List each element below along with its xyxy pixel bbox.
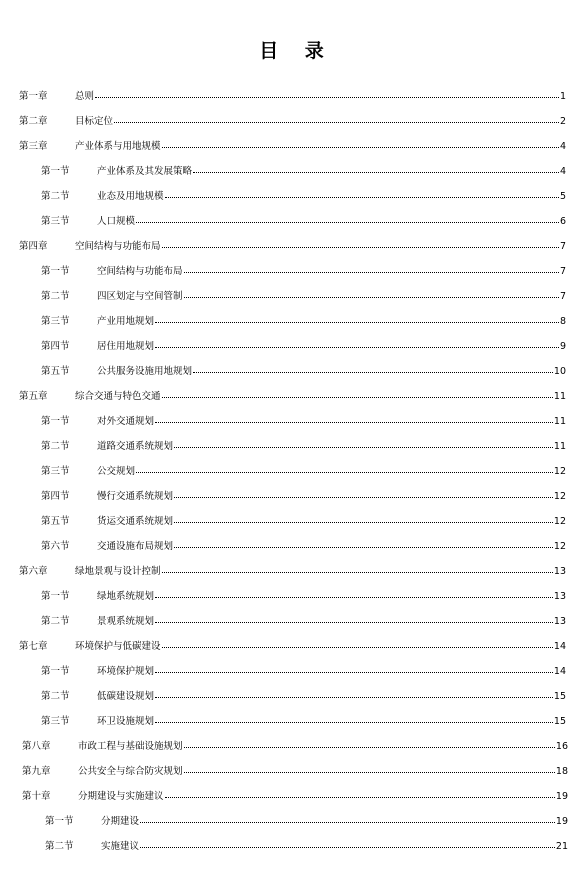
toc-chapter-entry[interactable]	[19, 89, 566, 103]
toc-entry-title: 人口规模	[97, 216, 136, 227]
toc-entry-number: 第二节	[45, 841, 74, 852]
toc-entry-title: 公交规划	[97, 466, 136, 477]
toc-entry-title: 绿地系统规划	[97, 591, 155, 602]
toc-chapter-entry[interactable]	[19, 239, 566, 253]
toc-page-number: 15	[553, 716, 566, 727]
dot-leader	[193, 363, 553, 373]
dot-leader	[155, 338, 559, 348]
toc-entry-title: 目标定位	[75, 116, 114, 127]
toc-entry-number: 第四节	[41, 491, 70, 502]
toc-entry-number: 第一节	[45, 816, 74, 827]
toc-section-entry[interactable]	[41, 489, 566, 503]
toc-page-number: 7	[559, 291, 566, 302]
toc-chapter-entry[interactable]	[19, 389, 566, 403]
toc-entry-number: 第七章	[19, 641, 48, 652]
dot-leader	[155, 713, 553, 723]
toc-page-number: 12	[553, 466, 566, 477]
toc-chapter-entry[interactable]	[19, 139, 566, 153]
toc-section-entry[interactable]	[41, 414, 566, 428]
toc-entry-title: 景观系统规划	[97, 616, 155, 627]
toc-entry-number: 第五节	[41, 366, 70, 377]
toc-page-number: 6	[559, 216, 566, 227]
toc-entry-title: 居住用地规划	[97, 341, 155, 352]
dot-leader	[136, 463, 553, 473]
toc-page-number: 16	[555, 741, 568, 752]
toc-section-entry[interactable]	[41, 314, 566, 328]
toc-chapter-entry[interactable]	[19, 564, 566, 578]
toc-entry-number: 第十章	[22, 791, 51, 802]
dot-leader	[165, 188, 559, 198]
toc-section-entry[interactable]	[41, 464, 566, 478]
dot-leader	[155, 313, 559, 323]
toc-entry-title: 环境保护规划	[97, 666, 155, 677]
toc-section-entry[interactable]	[41, 514, 566, 528]
toc-section-entry[interactable]	[41, 614, 566, 628]
toc-page-number: 4	[559, 141, 566, 152]
toc-entry-number: 第五章	[19, 391, 48, 402]
dot-leader	[174, 438, 553, 448]
toc-entry-title: 公共安全与综合防灾规划	[78, 766, 183, 777]
toc-section-entry[interactable]	[41, 539, 566, 553]
toc-section-entry[interactable]	[41, 214, 566, 228]
toc-entry-number: 第二章	[19, 116, 48, 127]
toc-page-number: 7	[559, 241, 566, 252]
dot-leader	[184, 288, 559, 298]
toc-entry-title: 业态及用地规模	[97, 191, 164, 202]
dot-leader	[155, 663, 553, 673]
dot-leader	[114, 113, 559, 123]
toc-entry-title: 货运交通系统规划	[97, 516, 174, 527]
dot-leader	[155, 413, 553, 423]
toc-chapter-entry[interactable]	[19, 639, 566, 653]
toc-page-number: 13	[553, 566, 566, 577]
toc-page-number: 13	[553, 616, 566, 627]
toc-section-entry[interactable]	[41, 189, 566, 203]
toc-entry-title: 实施建议	[101, 841, 140, 852]
toc-page-number: 7	[559, 266, 566, 277]
toc-entry-title: 分期建设	[101, 816, 140, 827]
toc-page-number: 9	[559, 341, 566, 352]
toc-entry-title: 产业体系及其发展策略	[97, 166, 193, 177]
toc-entry-title: 四区划定与空间管制	[97, 291, 183, 302]
toc-entry-number: 第二节	[41, 616, 70, 627]
toc-page-number: 18	[555, 766, 568, 777]
toc-section-entry[interactable]	[41, 689, 566, 703]
toc-chapter-entry[interactable]	[22, 789, 568, 803]
toc-section-entry[interactable]	[41, 439, 566, 453]
toc-page-number: 12	[553, 516, 566, 527]
dot-leader	[95, 88, 559, 98]
toc-entry-number: 第五节	[41, 516, 70, 527]
dot-leader	[184, 738, 555, 748]
toc-entry-number: 第四章	[19, 241, 48, 252]
toc-entry-number: 第一节	[41, 266, 70, 277]
dot-leader	[162, 388, 553, 398]
toc-entry-number: 第一节	[41, 666, 70, 677]
toc-section-entry[interactable]	[41, 664, 566, 678]
toc-page-number: 11	[553, 416, 566, 427]
toc-entry-title: 低碳建设规划	[97, 691, 155, 702]
dot-leader	[174, 488, 553, 498]
toc-page-number: 12	[553, 491, 566, 502]
toc-entry-title: 慢行交通系统规划	[97, 491, 174, 502]
toc-page-number: 14	[553, 666, 566, 677]
toc-entry-title: 环卫设施规划	[97, 716, 155, 727]
toc-entry-title: 空间结构与功能布局	[75, 241, 161, 252]
toc-page-number: 1	[559, 91, 566, 102]
toc-page-number: 11	[553, 391, 566, 402]
toc-entry-title: 交通设施布局规划	[97, 541, 174, 552]
dot-leader	[136, 213, 559, 223]
toc-entry-number: 第三节	[41, 466, 70, 477]
toc-page-number: 4	[559, 166, 566, 177]
toc-entry-number: 第一节	[41, 416, 70, 427]
toc-section-entry[interactable]	[41, 164, 566, 178]
toc-page-number: 13	[553, 591, 566, 602]
toc-section-entry[interactable]	[45, 839, 568, 853]
toc-entry-number: 第四节	[41, 341, 70, 352]
toc-entry-number: 第六节	[41, 541, 70, 552]
toc-entry-number: 第三节	[41, 316, 70, 327]
toc-section-entry[interactable]	[41, 589, 566, 603]
dot-leader	[162, 563, 553, 573]
toc-entry-title: 公共服务设施用地规划	[97, 366, 193, 377]
page-title: 目 录	[259, 40, 334, 62]
dot-leader	[155, 688, 553, 698]
dot-leader	[162, 238, 559, 248]
dot-leader	[140, 813, 555, 823]
toc-section-entry[interactable]	[41, 364, 566, 378]
toc-section-entry[interactable]	[41, 264, 566, 278]
toc-section-entry[interactable]	[41, 339, 566, 353]
toc-page-number: 19	[555, 791, 568, 802]
toc-entry-number: 第一节	[41, 166, 70, 177]
toc-entry-title: 空间结构与功能布局	[97, 266, 183, 277]
toc-entry-title: 市政工程与基础设施规划	[78, 741, 183, 752]
toc-page-number: 2	[559, 116, 566, 127]
toc-page-number: 10	[553, 366, 566, 377]
toc-page-number: 14	[553, 641, 566, 652]
dot-leader	[155, 588, 553, 598]
dot-leader	[155, 613, 553, 623]
toc-entry-number: 第三节	[41, 216, 70, 227]
toc-entry-title: 对外交通规划	[97, 416, 155, 427]
toc-section-entry[interactable]	[45, 814, 568, 828]
toc-section-entry[interactable]	[41, 289, 566, 303]
toc-chapter-entry[interactable]	[19, 114, 566, 128]
toc-page-number: 12	[553, 541, 566, 552]
dot-leader	[184, 763, 555, 773]
toc-entry-number: 第三章	[19, 141, 48, 152]
toc-entry-number: 第一章	[19, 91, 48, 102]
toc-page-number: 5	[559, 191, 566, 202]
toc-entry-title: 产业体系与用地规模	[75, 141, 161, 152]
toc-entry-number: 第二节	[41, 191, 70, 202]
toc-entry-title: 综合交通与特色交通	[75, 391, 161, 402]
toc-entry-title: 绿地景观与设计控制	[75, 566, 161, 577]
toc-entry-title: 环境保护与低碳建设	[75, 641, 161, 652]
toc-page-number: 8	[559, 316, 566, 327]
toc-entry-title: 道路交通系统规划	[97, 441, 174, 452]
toc-entry-number: 第三节	[41, 716, 70, 727]
toc-entry-title: 产业用地规划	[97, 316, 155, 327]
toc-entry-number: 第八章	[22, 741, 51, 752]
toc-chapter-entry[interactable]	[22, 764, 568, 778]
toc-entry-number: 第一节	[41, 591, 70, 602]
dot-leader	[184, 263, 559, 273]
toc-entry-number: 第二节	[41, 691, 70, 702]
toc-chapter-entry[interactable]	[22, 739, 568, 753]
toc-section-entry[interactable]	[41, 714, 566, 728]
toc-entry-number: 第九章	[22, 766, 51, 777]
toc-entry-title: 总则	[75, 91, 95, 102]
toc-entry-title: 分期建设与实施建议	[78, 791, 164, 802]
dot-leader	[162, 138, 559, 148]
dot-leader	[165, 788, 555, 798]
dot-leader	[140, 838, 555, 848]
dot-leader	[174, 538, 553, 548]
toc-entry-number: 第二节	[41, 291, 70, 302]
toc-page-number: 15	[553, 691, 566, 702]
toc-page-number: 21	[555, 841, 568, 852]
toc-page-number: 19	[555, 816, 568, 827]
toc-page-number: 11	[553, 441, 566, 452]
dot-leader	[174, 513, 553, 523]
dot-leader	[193, 163, 559, 173]
toc-entry-number: 第六章	[19, 566, 48, 577]
dot-leader	[162, 638, 553, 648]
toc-entry-number: 第二节	[41, 441, 70, 452]
